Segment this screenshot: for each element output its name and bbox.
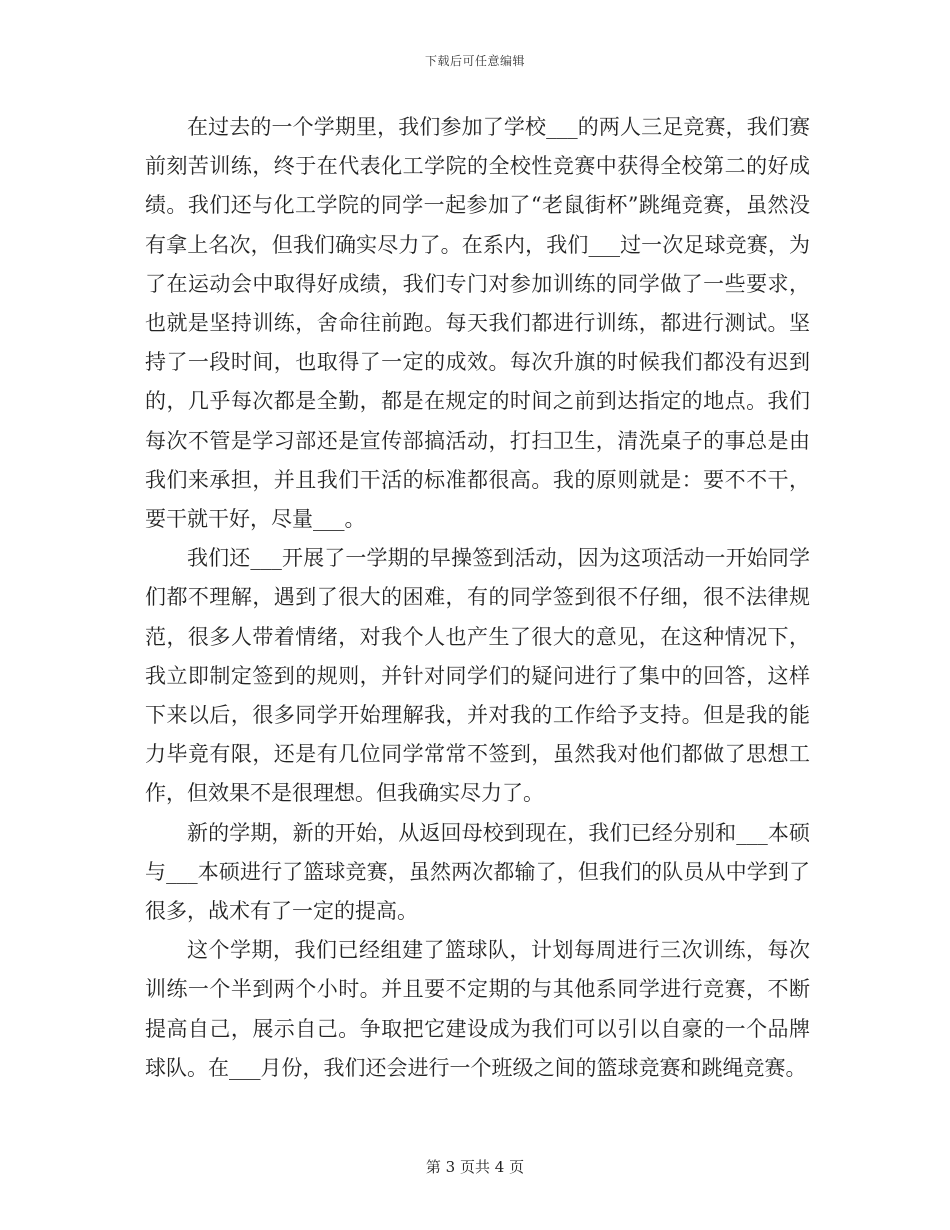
paragraph-morning-signin: 我们还___开展了一学期的早操签到活动，因为这项活动一开始同学们都不理解，遇到了很大的困难，有的同学签到很不仔细，很不法律规范，很多人带着情绪，对我个人也产生了很大的意见，在这种情况下，我立即制定签到的规则，并针对同学们的疑问进行了集中的回答，这样下来以后，很多同学开始理解我，并对我的工作给予支持。但是我的能力毕竟有限，还是有几位同学常常不签到，虽然我对他们都做了思想工作，但效果不是很理想。但我确实尽力了。 bbox=[145, 546, 810, 806]
page-number: 第 3 页共 4 页 bbox=[425, 1158, 525, 1176]
paragraph-basketball-team-plan: 这个学期，我们已经组建了篮球队，计划每周进行三次训练，每次训练一个半到两个小时。并且要不定期的与其他系同学进行竞赛，不断提高自己，展示自己。争取把它建设成为我们可以引以自豪的一个品牌球队。在___月份，我们还会进行一个班级之间的篮球竞赛和跳绳竞赛。 bbox=[145, 938, 810, 1080]
document-body bbox=[145, 108, 810, 1088]
paragraph-basketball-matches: 新的学期，新的开始，从返回母校到现在，我们已经分别和___本硕与___本硕进行了篮球竞赛，虽然两次都输了，但我们的队员从中学到了很多，战术有了一定的提高。 bbox=[145, 820, 810, 924]
page-header: 下载后可任意编辑 bbox=[424, 54, 525, 68]
paragraph-sports-competitions: 在过去的一个学期里，我们参加了学校___的两人三足竞赛，我们赛前刻苦训练，终于在代表化工学院的全校性竞赛中获得全校第二的好成绩。我们还与化工学院的同学一起参加了“老鼠街杯”跳绳竞赛，虽然没有拿上名次，但我们确实尽力了。在系内，我们___过一次足球竞赛，为了在运动会中取得好成绩，我们专门对参加训练的同学做了一些要求，也就是坚持训练，舍命往前跑。每天我们都进行训练，都进行测试。坚持了一段时间，也取得了一定的成效。每次升旗的时候我们都没有迟到的，几乎每次都是全勤，都是在规定的时间之前到达指定的地点。我们每次不管是学习部还是宣传部搞活动，打扫卫生，清洗桌子的事总是由我们来承担，并且我们干活的标准都很高。我的原则就是：要不不干，要干就干好，尽量___。 bbox=[145, 115, 810, 532]
